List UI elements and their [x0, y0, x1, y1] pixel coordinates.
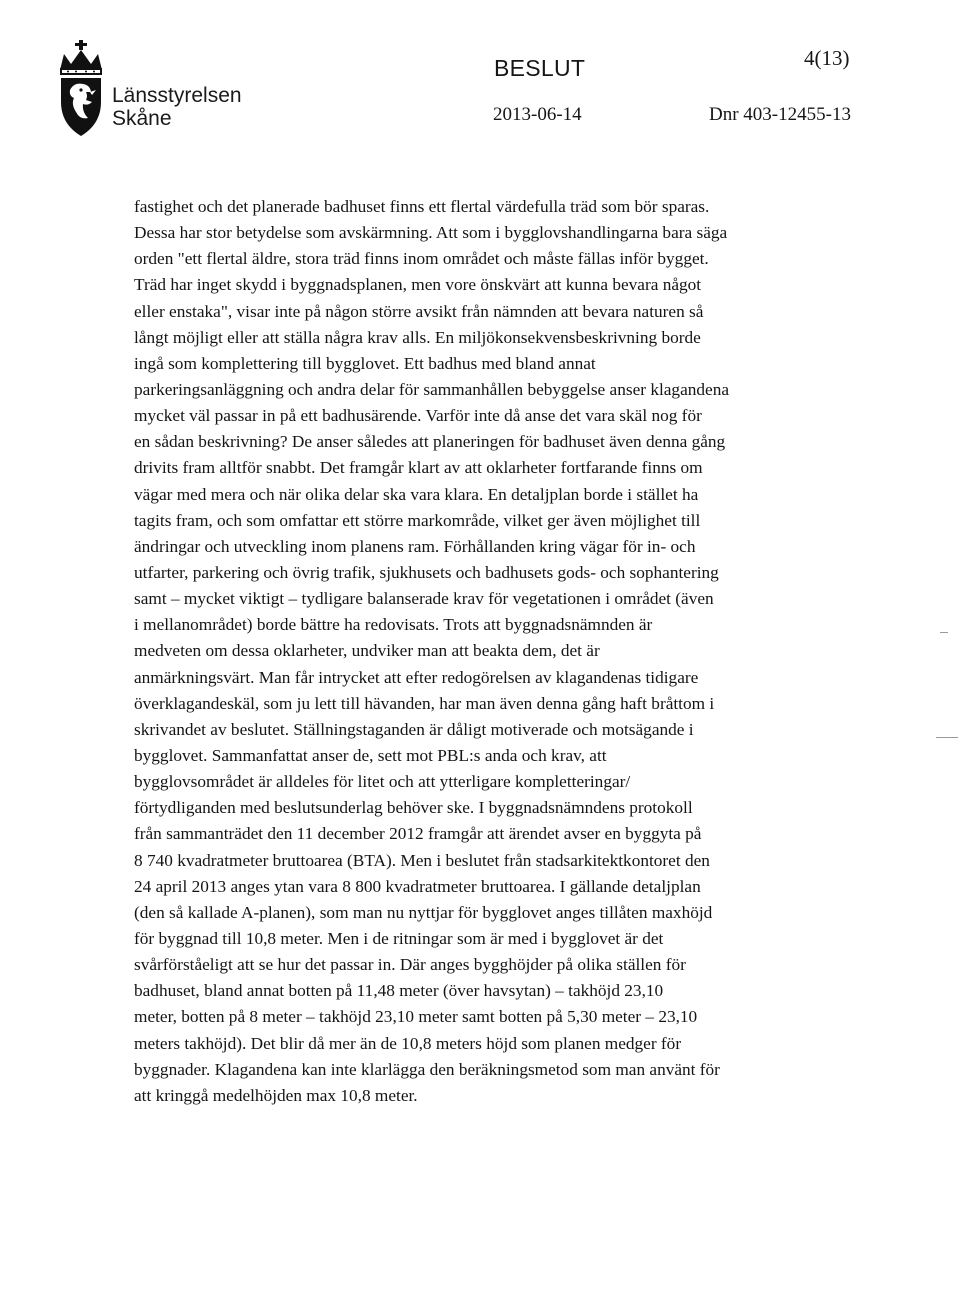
document-date: 2013-06-14: [493, 104, 582, 125]
document-type: BESLUT: [494, 55, 586, 81]
text-line: i mellanområdet) borde bättre ha redovisats. Trots att byggnadsnämnden är: [134, 615, 653, 635]
text-line: förtydliganden med beslutsunderlag behöver ske. I byggnadsnämndens protokoll: [134, 798, 693, 818]
text-line: Dessa har stor betydelse som avskärmning. Att som i bygglovshandlingarna bara säga: [134, 223, 728, 243]
text-line: tagits fram, och som omfattar ett större markområde, vilket ger även möjlighet till: [134, 510, 701, 530]
text-line: vägar med mera och när olika delar ska vara klara. En detaljplan borde i stället ha: [134, 484, 699, 504]
org-name-line2: Skåne: [112, 107, 172, 130]
page-number: 4(13): [804, 46, 850, 70]
text-line: parkeringsanläggning och andra delar för sammanhållen bebyggelse anser klagandena: [134, 379, 730, 399]
text-line: för byggnad till 10,8 meter. Men i de ritningar som är med i bygglovet är det: [134, 928, 664, 948]
text-line: långt möjligt eller att ställa några krav alls. En miljökonsekvensbeskrivning borde: [134, 327, 701, 347]
text-line: fastighet och det planerade badhuset finns ett flertal värdefulla träd som bör sparas.: [134, 197, 710, 216]
case-number: Dnr 403-12455-13: [709, 104, 851, 125]
text-line: medveten om dessa oklarheter, undviker man att beakta dem, det är: [134, 641, 600, 661]
text-line: samt – mycket viktigt – tydligare balanserade krav för vegetationen i området (även: [134, 589, 714, 609]
text-line: från sammanträdet den 11 december 2012 framgår att ärendet avser en byggyta på: [134, 824, 702, 844]
text-line: badhuset, bland annat botten på 11,48 meter (över havsytan) – takhöjd 23,10: [134, 981, 664, 1001]
document-header: [0, 0, 960, 150]
text-line: bygglovet. Sammanfattat anser de, sett mot PBL:s anda och krav, att: [134, 745, 607, 765]
coat-of-arms-icon: [56, 40, 106, 140]
text-line: svårförståeligt att se hur det passar in. Där anges bygghöjder på olika ställen för: [134, 955, 686, 975]
text-line: skrivandet av beslutet. Ställningstaganden är dåligt motiverade och motsägande i: [134, 719, 694, 739]
body-text: [134, 194, 774, 1109]
organization-name: [112, 84, 242, 130]
text-line: att kringgå medelhöjden max 10,8 meter.: [134, 1085, 418, 1105]
text-line: 24 april 2013 anges ytan vara 8 800 kvadratmeter bruttoarea. I gällande detaljplan: [134, 876, 701, 896]
text-line: 8 740 kvadratmeter bruttoarea (BTA). Men i beslutet från stadsarkitektkontoret den: [134, 850, 710, 870]
org-name-line1: Länsstyrelsen: [112, 84, 242, 107]
text-line: eller enstaka", visar inte på någon större avsikt från nämnden att bevara naturen så: [134, 301, 704, 321]
text-line: bygglovsområdet är alldeles för litet och att ytterligare kompletteringar/: [134, 772, 631, 792]
text-line: Träd har inget skydd i byggnadsplanen, men vore önskvärt att kunna bevara något: [134, 275, 702, 295]
text-line: mycket väl passar in på ett badhusärende. Varför inte då anse det vara skäl nog för: [134, 406, 702, 426]
text-line: anmärkningsvärt. Man får intrycket att efter redogörelsen av klagandenas tidigare: [134, 667, 699, 687]
text-line: orden "ett flertal äldre, stora träd finns inom området och måste fällas inför bygget.: [134, 249, 709, 269]
text-line: drivits fram alltför snabbt. Det framgår klart av att oklarheter fortfarande finns om: [134, 458, 703, 478]
text-line: meters takhöjd). Det blir då mer än de 10,8 meters höjd som planen medger för: [134, 1033, 682, 1053]
text-line: överklagandeskäl, som ju lett till hävanden, har man även denna gång haft bråttom i: [134, 693, 715, 713]
text-line: meter, botten på 8 meter – takhöjd 23,10 meter samt botten på 5,30 meter – 23,10: [134, 1007, 698, 1027]
text-line: (den så kallade A-planen), som man nu nyttjar för bygglovet anges tillåten maxhöjd: [134, 902, 713, 922]
margin-mark: [936, 737, 958, 738]
text-line: en sådan beskrivning? De anser således att planeringen för badhuset även denna gång: [134, 432, 726, 452]
text-line: ändringar och utveckling inom planens ram. Förhållanden kring vägar för in- och: [134, 536, 696, 556]
text-line: utfarter, parkering och övrig trafik, sjukhusets och badhusets gods- och sophantering: [134, 562, 719, 582]
text-line: byggnader. Klagandena kan inte klarlägga den beräkningsmetod som man använt för: [134, 1059, 720, 1079]
text-line: ingå som komplettering till bygglovet. Ett badhus med bland annat: [134, 353, 596, 373]
margin-mark: [940, 632, 948, 633]
